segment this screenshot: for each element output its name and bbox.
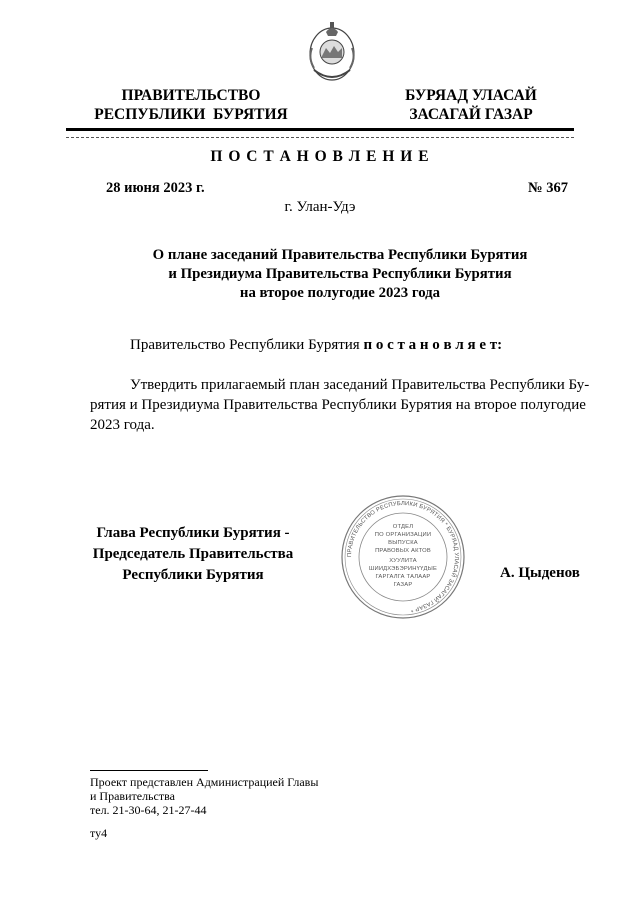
preamble [130,335,502,355]
coat-of-arms-icon [306,18,358,86]
para-line2: рятия и Президиума Правительства Республики Бурятия на второе полугодие [90,397,586,413]
header-right-line1: БУРЯАД УЛАСАЙ [405,87,537,104]
document-city: г. Улан-Удэ [284,199,356,215]
preamble-verb: п о с т а н о в л я е т: [363,337,503,353]
official-seal [340,494,466,620]
seal-ring-text: ПРАВИТЕЛЬСТВО РЕСПУБЛИКИ БУРЯТИЯ * БУРЯАД УЛАСАЙ ЗАСАГАЙ ГАЗАР * [346,500,460,613]
seal-line3: ВЫПУСКА [388,540,418,546]
footer-code: ту4 [90,826,108,840]
seal-line7: ГАРГАЛГА ТАЛААР [375,574,431,580]
title-line3: на второе полугодие 2023 года [239,285,441,301]
preamble-text: Правительство Республики Бурятия [130,337,364,353]
seal-line1: ОТДЕЛ [392,524,414,530]
footer-line1: Проект представлен Администрацией Главы [90,775,319,789]
header-left-line2: РЕСПУБЛИКИ БУРЯТИЯ [94,106,288,123]
footer-line3: тел. 21-30-64, 21-27-44 [90,803,207,817]
header-right [386,86,556,124]
position-line3: Республики Бурятия [122,567,264,583]
position-line1: Глава Республики Бурятия - [96,525,290,541]
seal-line8: ГАЗАР [393,582,413,588]
signatory-name: А. Цыденов [500,565,580,581]
document-title [0,246,640,303]
document-type: П О С Т А Н О В Л Е Н И Е [210,148,430,165]
header-dotted-rule [66,137,574,138]
signature-position [86,523,300,586]
body-paragraph [90,375,590,435]
seal-line2: ПО ОРГАНИЗАЦИИ [374,532,432,538]
para-line3: 2023 года. [90,417,155,433]
header-left [86,86,296,124]
seal-line6: ШИИДХЭБЭРИНҮҮДЫЕ [368,566,438,572]
footer-note [90,775,318,817]
header-right-line2: ЗАСАГАЙ ГАЗАР [409,106,533,123]
footer-rule [90,770,208,771]
title-line2: и Президиума Правительства Республики Бурятия [168,266,512,282]
document-date: 28 июня 2023 г. [106,180,205,196]
footer-line2: и Правительства [90,789,175,803]
title-line1: О плане заседаний Правительства Республики Бурятия [152,247,528,263]
position-line2: Председатель Правительства [92,546,294,562]
header-rule [66,128,574,131]
seal-line4: ПРАВОВЫХ АКТОВ [375,548,431,554]
seal-line5: ХУУЛИТА [389,558,417,564]
document-number: № 367 [528,180,568,196]
header-left-line1: ПРАВИТЕЛЬСТВО [121,87,261,104]
para-line1: Утвердить прилагаемый план заседаний Правительства Республики Бу- [130,377,590,393]
